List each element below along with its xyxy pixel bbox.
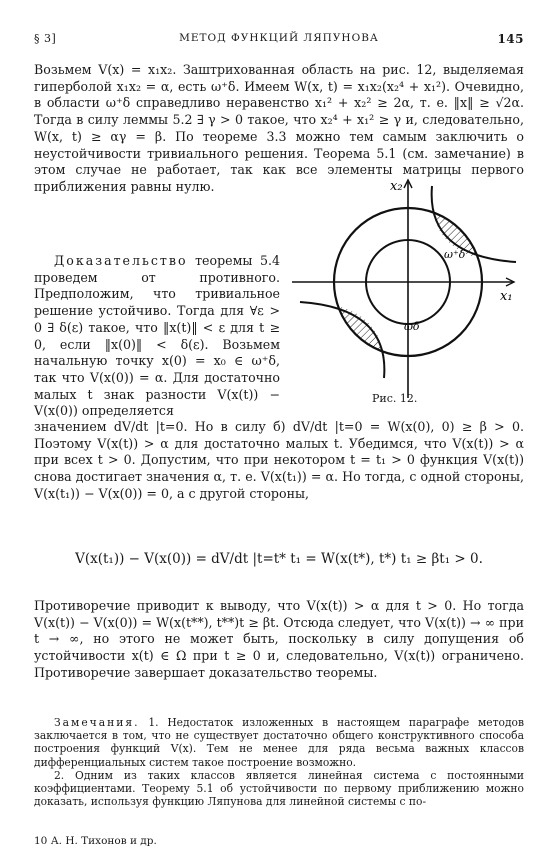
paragraph-derivative: значением dV/dt |t=0. Но в силу б) dV/dt |t=0 = W(x(0), 0) ≥ β > 0. Поэтому V(x(t)) > α для достаточно малых t. Убедимся, что V(x(t)) > α при всех t > 0. Допустим, что при некотором t = t₁ > 0 функция V(x(t)) снова достигает значения α, т. е. V(x(t₁)) = α. Но тогда, с одной стороны, V(x(t₁)) − V(x(0)) = 0, а с другой стороны, <box>34 419 524 501</box>
omega-label: ωδ <box>404 320 420 333</box>
figure-12 <box>292 166 524 398</box>
proof-text: теоремы 5.4 проведем от противного. Предположим, что тривиальное решение устойчиво. Тогда для ∀ε > 0 ∃ δ(ε) такое, что ‖x(t)‖ < ε для t ≥ 0, если ‖x(0)‖ < δ(ε). Возьмем начальную точку x(0) = x₀ ∈ ω⁺δ, так что V(x(0)) = α. Для достаточно малых t знак разности V(x(t)) − V(x(0)) определяется <box>34 253 280 419</box>
display-formula: V(x(t₁)) − V(x(0)) = dV/dt |t=t* t₁ = W(x(t*), t*) t₁ ≥ βt₁ > 0. <box>75 551 483 567</box>
paragraph-contradiction: Противоречие приводит к выводу, что V(x(t)) > α для t > 0. Но тогда V(x(t)) − V(x(0)) = W(x(t**), t**)t ≥ βt. Отсюда следует, что V(x(t)) → ∞ при t → ∞, но этого не может быть, поскольку в силу допущения об устойчивости x(t) ∈ Ω при t ≥ 0 и, следовательно, V(x(t)) ограничено. Противоречие завершает доказательство теоремы. <box>34 598 524 680</box>
axis-label-x2: x₂ <box>390 179 403 194</box>
running-header <box>34 32 524 48</box>
remark-1-text: 1. Недостаток изложенных в настоящем параграфе методов заключается в том, что не существует достаточно общего конструктивного способа построения функций V(x). Тем не менее для ряда весьма важных классов дифференциальных систем такое построение возможно. <box>34 716 524 769</box>
paragraph-example: Возьмем V(x) = x₁x₂. Заштрихованная область на рис. 12, выделяемая гиперболой x₁x₂ = α, есть ω⁺δ. Имеем W(x, t) = x₁x₂(x₂⁴ + x₁²). Очевидно, в области ω⁺δ справедливо неравенство x₁² + x₂² ≥ 2α, т. е. ‖x‖ ≥ √2α. Тогда в силу леммы 5.2 ∃ γ > 0 такое, что x₂⁴ + x₁² ≥ γ и, следовательно, W(x, t) ≥ αγ = β. По теореме 3.3 можно тем самым заключить о неустойчивости тривиального решения. Теорема 5.1 (см. замечание) в этом случае не работает, так как все элементы матрицы первого приближения равны нулю. <box>34 62 524 194</box>
axis-label-x1: x₁ <box>500 289 513 304</box>
paragraph-proof <box>34 253 280 420</box>
signature-footer: 10 А. Н. Тихонов и др. <box>34 835 157 847</box>
remarks-heading: Замечания. <box>54 716 140 729</box>
page-number: 145 <box>497 32 524 46</box>
section-label: § 3] <box>34 32 57 45</box>
remark-1 <box>34 716 524 769</box>
remark-2: 2. Одним из таких классов является линейная система с постоянными коэффициентами. Теорему 5.1 об устойчивости по первому приближению можно доказать, используя функцию Ляпунова для линейной системы с по- <box>34 769 524 809</box>
omega-plus-label: ω⁺δ <box>444 248 466 261</box>
proof-heading: Доказательство <box>54 253 188 268</box>
figure-caption: Рис. 12. <box>372 392 418 405</box>
chapter-title: МЕТОД ФУНКЦИЙ ЛЯПУНОВА <box>179 32 379 44</box>
